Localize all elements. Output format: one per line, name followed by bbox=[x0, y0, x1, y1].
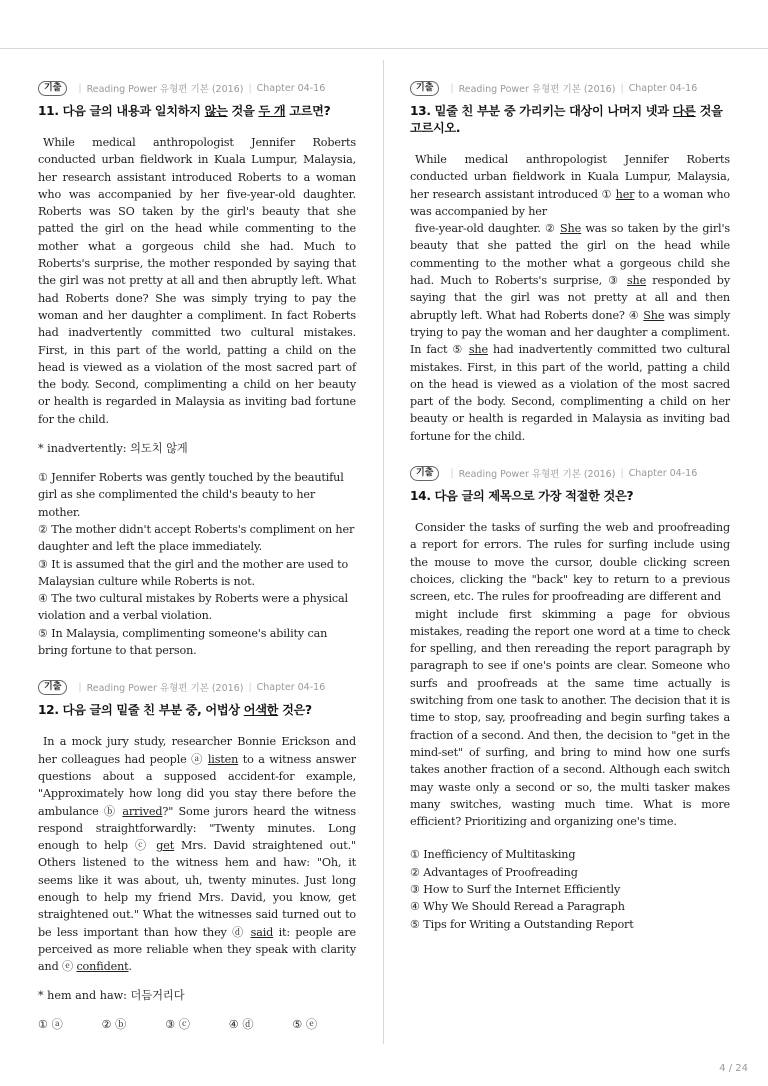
choice-2[interactable]: ② ⓑ bbox=[101, 1018, 127, 1032]
question-14 bbox=[410, 465, 730, 933]
choice-1[interactable]: ① ⓐ bbox=[38, 1018, 63, 1032]
vocab-note: * hem and haw: 더듬거리다 bbox=[38, 989, 185, 1003]
underline-d: said bbox=[250, 925, 274, 939]
source-book: Reading Power 유형편 기본 (2016) bbox=[86, 683, 244, 695]
question-12 bbox=[38, 679, 356, 1032]
choice-1[interactable]: ① Jennifer Roberts was gently touched by the beautiful girl as she complimented the child's beauty to her mother. bbox=[38, 471, 344, 519]
underline-c: get bbox=[156, 839, 175, 853]
question-13 bbox=[410, 80, 730, 445]
source-book: Reading Power 유형편 기본 (2016) bbox=[458, 469, 616, 481]
source-chapter: Chapter 04-16 bbox=[628, 82, 698, 94]
question-11 bbox=[38, 80, 356, 659]
underline-4: She bbox=[643, 308, 665, 322]
passage: In a mock jury study, researcher Bonnie Erickson and her colleagues had people ⓐ listen to a witness answer questions about a supposed accident-for example, "Approximately how long did you stay there before the ambulance ⓑ arrived?" Some jurors heard the witness respond straightforwardly: "Twenty minutes. Long enough to help ⓒ get Mrs. David straightened out." Others listened to the witness hem and haw: "Oh, it seems like it was about, uh, twenty minutes. Just long enough to help my friend Mrs. David, you know, get straightened out." What the witnesses said turned out to be less important than how they ⓓ said it: people are perceived as more reliable when they speak with clarity and ⓔ confident. bbox=[38, 735, 357, 974]
choice-5[interactable]: ⑤ ⓔ bbox=[292, 1018, 318, 1032]
source-book: Reading Power 유형편 기본 (2016) bbox=[458, 84, 616, 95]
choice-2[interactable]: ② Advantages of Proofreading bbox=[410, 865, 578, 879]
answer-choices bbox=[38, 1016, 356, 1032]
underline-3: she bbox=[626, 274, 647, 288]
source-badge: 기출 bbox=[38, 81, 67, 96]
source-tag: 기출 | Reading Power 유형편 기본 (2016) | Chapter 04-16 bbox=[410, 80, 730, 96]
underline-1: her bbox=[615, 187, 635, 201]
vocab-note: * inadvertently: 의도치 않게 bbox=[38, 442, 188, 456]
choice-2[interactable]: ② The mother didn't accept Roberts's compliment on her daughter and left the place immediately. bbox=[38, 522, 355, 554]
source-tag: 기출 | Reading Power 유형편 기본 (2016) | Chapter 04-16 bbox=[38, 679, 356, 695]
answer-choices bbox=[410, 846, 730, 932]
source-book: Reading Power 유형편 기본 (2016) bbox=[86, 84, 244, 95]
question-title: 12. 다음 글의 밑줄 친 부분 중, 어법상 어색한 것은? bbox=[38, 703, 312, 718]
source-chapter: Chapter 04-16 bbox=[256, 681, 326, 693]
source-tag: 기출 | Reading Power 유형편 기본 (2016) | Chapter 04-16 bbox=[38, 80, 356, 96]
source-badge: 기출 bbox=[38, 680, 67, 695]
source-chapter: Chapter 04-16 bbox=[628, 467, 698, 479]
underline-b: arrived bbox=[122, 804, 163, 818]
choice-3[interactable]: ③ It is assumed that the girl and the mother are used to Malaysian culture while Roberts is not. bbox=[38, 557, 349, 588]
column-divider bbox=[383, 60, 384, 1044]
choice-5[interactable]: ⑤ In Malaysia, complimenting someone's ability can bring fortune to that person. bbox=[38, 626, 328, 658]
source-badge: 기출 bbox=[410, 81, 439, 96]
left-column bbox=[38, 80, 356, 1032]
underline-5: she bbox=[468, 343, 488, 357]
choice-4[interactable]: ④ The two cultural mistakes by Roberts were a physical violation and a verbal violation. bbox=[38, 592, 348, 623]
question-title: 11. 다음 글의 내용과 일치하지 않는 것을 두 개 고르면? bbox=[38, 104, 331, 118]
right-column bbox=[410, 80, 730, 933]
choice-3[interactable]: ③ ⓒ bbox=[165, 1018, 190, 1032]
passage: While medical anthropologist Jennifer Roberts conducted urban fieldwork in Kuala Lumpur, Malaysia, her research assistant introduced Roberts to a woman who was accompanied by her five-year-old daughter. Roberts was SO taken by the girl's beauty that she patted the girl on the head while commenting to the mother what a gorgeous child she had. Much to Roberts's surprise, the mother responded by saying that the girl was not pretty at all and then abruptly left. What had Roberts done? She was simply trying to pay the woman and her daughter a compliment. In fact Roberts had inadvertently committed two cultural mistakes. First, in this part of the world, patting a child on the head is viewed as a violation of the most sacred part of the body. Second, complimenting a child on her beauty or health is regarded in Malaysia as inviting bad fortune for the child. bbox=[38, 136, 356, 426]
choice-5[interactable]: ⑤ Tips for Writing a Outstanding Report bbox=[410, 917, 634, 931]
question-title: 13. 밑줄 친 부분 중 가리키는 대상이 나머지 넷과 다른 것을 고르시오. bbox=[410, 104, 723, 135]
underline-e: confident bbox=[76, 960, 129, 974]
choice-3[interactable]: ③ How to Surf the Internet Efficiently bbox=[410, 882, 621, 896]
page-number: 4 / 24 bbox=[719, 1063, 748, 1074]
choice-4[interactable]: ④ Why We Should Reread a Paragraph bbox=[410, 900, 625, 914]
passage: Consider the tasks of surfing the web and proofreading a report for errors. The rules for surfing include using the mouse to move the cursor, double clicking screen choices, clicking the "back" key to return to a previous screen, etc. The rules for proofreading are different and might include first skimming a page for obvious mistakes, reading the report one word at a time to check for spelling, and then rereading the report paragraph by paragraph to see if one's points are clear. Someone who surfs and proofreads at the same time actually is switching from one task to another. The decision that it is time to stop, say, proofreading and begin surfing takes a fraction of a second. And then, the decision to "get in the mind-set" of surfing, and bring to mind how one surfs takes another fraction of a second. Although each switch may waste only a second or so, the multi tasker makes many switches, wasting much time. What is more efficient? Prioritizing and organizing one's time. bbox=[410, 521, 730, 829]
underline-2: She bbox=[560, 222, 582, 236]
source-badge: 기출 bbox=[410, 466, 439, 481]
underline-a: listen bbox=[207, 752, 239, 766]
question-title: 14. 다음 글의 제목으로 가장 적절한 것은? bbox=[410, 489, 634, 504]
choice-1[interactable]: ① Inefficiency of Multitasking bbox=[410, 848, 576, 862]
choice-4[interactable]: ④ ⓓ bbox=[228, 1018, 254, 1032]
header-rule bbox=[0, 48, 768, 49]
passage: While medical anthropologist Jennifer Roberts conducted urban fieldwork in Kuala Lumpur, Malaysia, her research assistant introduced ① her to a woman who was accompanied by her five-year-old daughter. ② She was so taken by the girl's beauty that she patted the girl on the head while commenting to the mother what a gorgeous child she had. Much to Roberts's surprise, ③ she responded by saying that the girl was not pretty at all and then abruptly left. What had Roberts done? ④ She was simply trying to pay the woman and her daughter a compliment. In fact ⑤ she had inadvertently committed two cultural mistakes. First, in this part of the world, patting a child on the head is viewed as a violation of the most sacred part of the body. Second, complimenting a child on her beauty or health is regarded in Malaysia as inviting bad fortune for the child. bbox=[410, 153, 730, 443]
source-tag: 기출 | Reading Power 유형편 기본 (2016) | Chapter 04-16 bbox=[410, 465, 730, 481]
answer-choices bbox=[38, 469, 356, 659]
source-chapter: Chapter 04-16 bbox=[256, 82, 326, 94]
